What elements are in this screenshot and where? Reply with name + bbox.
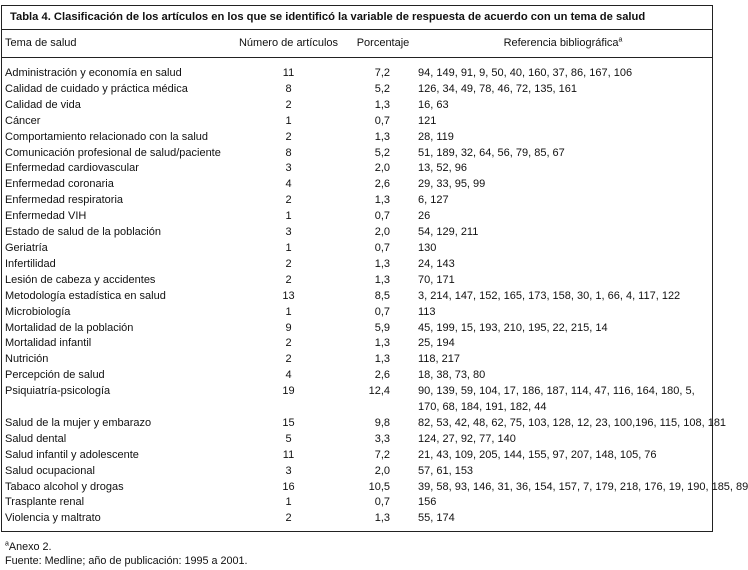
footnote-anexo-sup: a [5, 540, 9, 548]
cell-numero: 15 [282, 416, 295, 429]
cell-referencia: 45, 199, 15, 193, 210, 195, 22, 215, 14 [418, 321, 608, 334]
cell-tema: Tabaco alcohol y drogas [5, 480, 124, 493]
cell-tema: Metodología estadística en salud [5, 289, 166, 302]
cell-referencia: 28, 119 [418, 130, 454, 143]
cell-numero: 8 [285, 82, 292, 95]
cell-tema: Mortalidad de la población [5, 321, 134, 334]
cell-numero: 2 [285, 273, 292, 286]
cell-numero: 2 [285, 130, 292, 143]
header-porcentaje: Porcentaje [352, 30, 414, 58]
cell-tema: Enfermedad cardiovascular [5, 162, 139, 175]
cell-porcentaje: 5,9 [374, 321, 390, 334]
cell-tema: Administración y economía en salud [5, 67, 182, 79]
table-row [2, 114, 712, 130]
cell-porcentaje: 0,7 [374, 210, 390, 223]
cell-tema: Cáncer [5, 114, 41, 127]
cell-numero: 1 [285, 241, 292, 254]
table-row [2, 511, 712, 527]
cell-referencia: 18, 38, 73, 80 [418, 369, 486, 382]
cell-tema: Calidad de cuidado y práctica médica [5, 82, 188, 95]
table-row [2, 432, 712, 448]
table-row [2, 82, 712, 98]
header-referencia-label: Referencia bibliográfica [503, 37, 619, 49]
cell-porcentaje: 2,6 [374, 178, 390, 191]
table-body [2, 58, 748, 528]
cell-referencia: 90, 139, 59, 104, 17, 186, 187, 114, 47, 116, 164, 180, 5, 170, 68, 184, 191, 182, 44 [418, 385, 695, 414]
cell-tema: Enfermedad coronaria [5, 178, 114, 191]
cell-porcentaje: 10,5 [368, 480, 390, 493]
table-row [2, 321, 712, 337]
header-tema: Tema de salud [2, 30, 225, 58]
cell-referencia: 26 [418, 210, 431, 223]
cell-referencia: 126, 34, 49, 78, 46, 72, 135, 161 [418, 82, 578, 95]
cell-porcentaje: 7,2 [374, 67, 390, 79]
table-row [2, 368, 712, 384]
cell-referencia: 130 [418, 241, 437, 254]
footnote-fuente: Fuente: Medline; año de publicación: 1995 a 2001. [5, 555, 248, 567]
cell-referencia: 39, 58, 93, 146, 31, 36, 154, 157, 7, 179, 218, 176, 19, 190, 185, 89 [418, 480, 748, 493]
cell-referencia: 82, 53, 42, 48, 62, 75, 103, 128, 12, 23, 100,196, 115, 108, 181 [418, 416, 727, 429]
cell-referencia: 113 [418, 305, 436, 318]
table-row [2, 58, 712, 82]
table-row [2, 209, 712, 225]
footnotes [5, 540, 248, 568]
cell-referencia: 55, 174 [418, 512, 455, 525]
table-row [2, 416, 712, 432]
table-row [2, 352, 712, 368]
cell-porcentaje: 0,7 [374, 114, 390, 127]
table-row [2, 464, 712, 480]
cell-tema: Salud ocupacional [5, 464, 95, 477]
cell-referencia: 121 [418, 114, 437, 127]
cell-porcentaje: 3,3 [374, 432, 390, 445]
cell-referencia: 124, 27, 92, 77, 140 [418, 432, 516, 445]
cell-numero: 9 [285, 321, 292, 334]
data-table [2, 30, 748, 527]
cell-porcentaje: 1,3 [374, 130, 390, 143]
cell-tema: Calidad de vida [5, 98, 81, 111]
cell-referencia: 13, 52, 96 [418, 162, 467, 175]
cell-porcentaje: 1,3 [374, 257, 390, 270]
cell-numero: 3 [285, 464, 292, 477]
cell-porcentaje: 1,3 [374, 353, 390, 366]
cell-porcentaje: 0,7 [374, 305, 390, 318]
cell-tema: Salud infantil y adolescente [5, 448, 139, 461]
cell-tema: Comunicación profesional de salud/paciente [5, 146, 221, 159]
cell-tema: Microbiología [5, 305, 71, 318]
cell-referencia: 24, 143 [418, 257, 455, 270]
table-row [2, 146, 712, 162]
cell-tema: Infertilidad [5, 257, 56, 270]
cell-porcentaje: 8,5 [374, 289, 390, 302]
table-row [2, 336, 712, 352]
cell-porcentaje: 2,0 [374, 162, 390, 175]
cell-porcentaje: 1,3 [374, 194, 390, 207]
header-row [2, 30, 712, 58]
table-row [2, 130, 712, 146]
cell-porcentaje: 2,0 [374, 464, 390, 477]
table-row [2, 305, 712, 321]
table-frame [1, 5, 748, 532]
cell-porcentaje: 5,2 [374, 82, 390, 95]
cell-numero: 1 [285, 496, 292, 509]
cell-porcentaje: 12,4 [368, 385, 390, 398]
cell-porcentaje: 9,8 [374, 416, 390, 429]
cell-numero: 2 [285, 337, 292, 350]
header-referencia [414, 30, 712, 58]
table-row [2, 257, 712, 273]
cell-referencia: 29, 33, 95, 99 [418, 178, 486, 191]
cell-referencia: 51, 189, 32, 64, 56, 79, 85, 67 [418, 146, 565, 159]
cell-porcentaje: 7,2 [374, 448, 390, 461]
table-row [2, 241, 712, 257]
cell-tema: Lesión de cabeza y accidentes [5, 273, 156, 286]
cell-referencia: 94, 149, 91, 9, 50, 40, 160, 37, 86, 167, 106 [418, 67, 633, 79]
cell-tema: Trasplante renal [5, 496, 85, 509]
cell-numero: 1 [285, 210, 292, 223]
cell-numero: 5 [285, 432, 292, 445]
cell-numero: 11 [282, 448, 295, 461]
cell-referencia: 6, 127 [418, 194, 449, 207]
footnote-anexo [5, 540, 248, 554]
table-row [2, 495, 712, 511]
cell-porcentaje: 1,3 [374, 512, 390, 525]
header-numero: Número de artículos [225, 30, 352, 58]
table-row [2, 273, 712, 289]
table-row [2, 384, 712, 416]
cell-porcentaje: 1,3 [374, 273, 390, 286]
cell-numero: 11 [282, 67, 295, 79]
cell-referencia: 54, 129, 211 [418, 226, 479, 239]
cell-porcentaje: 0,7 [374, 241, 390, 254]
cell-numero: 2 [285, 98, 292, 111]
table-row [2, 161, 712, 177]
cell-referencia: 156 [418, 496, 437, 509]
cell-porcentaje: 0,7 [374, 496, 390, 509]
cell-tema: Salud dental [5, 432, 67, 445]
cell-referencia: 57, 61, 153 [418, 464, 474, 477]
cell-numero: 2 [285, 194, 292, 207]
cell-tema: Psiquiatría-psicología [5, 385, 111, 398]
cell-referencia: 3, 214, 147, 152, 165, 173, 158, 30, 1, 66, 4, 117, 122 [418, 289, 681, 302]
cell-porcentaje: 5,2 [374, 146, 390, 159]
cell-numero: 4 [285, 369, 292, 382]
cell-numero: 2 [285, 257, 292, 270]
cell-tema: Estado de salud de la población [5, 226, 161, 239]
cell-tema: Violencia y maltrato [5, 512, 101, 525]
cell-tema: Enfermedad respiratoria [5, 194, 124, 207]
cell-numero: 3 [285, 226, 292, 239]
cell-numero: 1 [285, 114, 292, 127]
table-row [2, 225, 712, 241]
header-referencia-sup: a [618, 36, 623, 44]
cell-tema: Enfermedad VIH [5, 210, 87, 223]
cell-numero: 1 [285, 305, 292, 318]
cell-numero: 2 [285, 512, 292, 525]
table-row [2, 193, 712, 209]
cell-referencia: 118, 217 [418, 353, 461, 366]
cell-referencia: 70, 171 [418, 273, 455, 286]
table-title: Tabla 4. Clasificación de los artículos en los que se identificó la variable de respuesta de acuerdo con un tema de salud [2, 6, 712, 30]
cell-tema: Salud de la mujer y embarazo [5, 416, 152, 429]
table-row [2, 289, 712, 305]
cell-referencia: 25, 194 [418, 337, 455, 350]
table-row [2, 480, 712, 496]
table-row [2, 448, 712, 464]
cell-referencia: 16, 63 [418, 98, 449, 111]
cell-numero: 3 [285, 162, 292, 175]
table-row [2, 98, 712, 114]
cell-numero: 2 [285, 353, 292, 366]
cell-numero: 4 [285, 178, 292, 191]
cell-tema: Nutrición [5, 353, 49, 366]
cell-numero: 19 [282, 385, 295, 398]
cell-numero: 13 [282, 289, 295, 302]
cell-tema: Comportamiento relacionado con la salud [5, 130, 209, 143]
cell-porcentaje: 2,0 [374, 226, 390, 239]
cell-porcentaje: 1,3 [374, 337, 390, 350]
footnote-anexo-text: Anexo 2. [8, 541, 52, 553]
cell-numero: 16 [282, 480, 295, 493]
cell-porcentaje: 1,3 [374, 98, 390, 111]
table-row [2, 177, 712, 193]
cell-numero: 8 [285, 146, 292, 159]
cell-porcentaje: 2,6 [374, 369, 390, 382]
cell-tema: Geriatría [5, 241, 48, 254]
cell-tema: Percepción de salud [5, 369, 105, 382]
cell-tema: Mortalidad infantil [5, 337, 92, 350]
cell-referencia: 21, 43, 109, 205, 144, 155, 97, 207, 148, 105, 76 [418, 448, 657, 461]
